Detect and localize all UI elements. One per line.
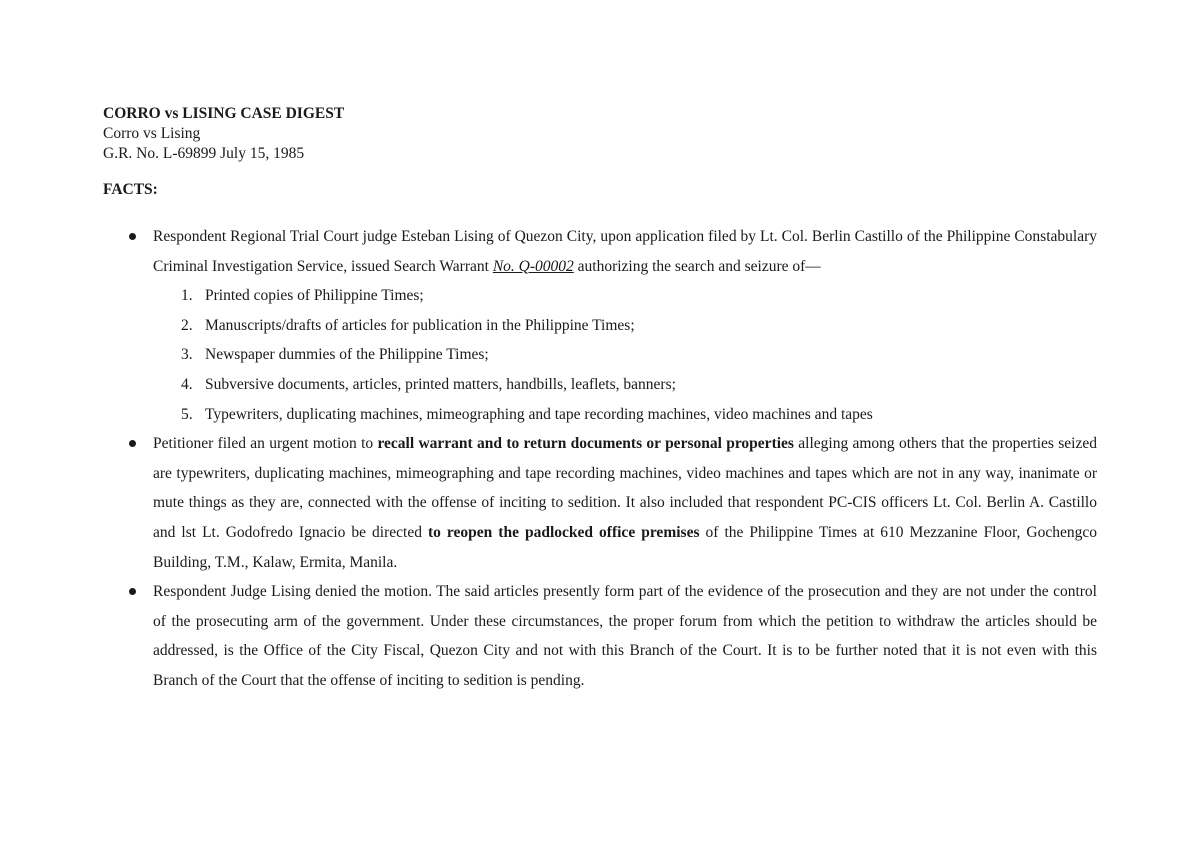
warrant-number: No. Q-00002 xyxy=(492,257,574,275)
document-header xyxy=(103,104,344,164)
case-name: Corro vs Lising xyxy=(103,125,201,142)
item-text: Printed copies of Philippine Times; xyxy=(205,287,424,305)
item-number: 4. xyxy=(181,375,193,393)
seized-item xyxy=(153,400,1097,430)
fact-text: of the Philippine Times at 610 Mezzanine Floor, Gochengco Building, T.M., Kalaw, Ermita, Manila. xyxy=(153,523,1098,571)
fact-emphasis: recall warrant and to return documents or personal properties xyxy=(377,435,794,453)
fact-text: Petitioner filed an urgent motion to xyxy=(153,435,378,453)
bullet-icon xyxy=(129,440,136,447)
seized-item xyxy=(153,370,1097,400)
item-number: 2. xyxy=(181,316,193,334)
case-citation: G.R. No. L-69899 July 15, 1985 xyxy=(103,145,305,162)
bullet-icon xyxy=(129,588,136,595)
item-text: Newspaper dummies of the Philippine Times; xyxy=(205,346,489,364)
fact-item-search-warrant xyxy=(103,222,1097,429)
fact-text: Respondent Judge Lising denied the motion. The said articles presently form part of the evidence of the prosecution and they are not under the control of the prosecuting arm of the government. Under these circumstances, the proper forum from which the petition to withdraw the articles should be addressed, is the Office of the City Fiscal, Quezon City and not with this Branch of the Court. It is to be further noted that it is not even with this Branch of the Court that the offense of inciting to sedition is pending. xyxy=(153,583,1097,689)
item-text: Subversive documents, articles, printed matters, handbills, leaflets, banners; xyxy=(205,375,676,393)
fact-item-urgent-motion xyxy=(103,429,1097,577)
facts-list xyxy=(103,222,1097,696)
seized-item xyxy=(153,281,1097,311)
item-number: 1. xyxy=(181,287,193,305)
fact-emphasis: to reopen the padlocked office premises xyxy=(428,523,700,541)
item-number: 3. xyxy=(181,346,193,364)
fact-text: alleging among others that the properties seized are typewriters, duplicating machines, mimeographing and tape recording machines, video machines and tapes which are not in any way, inanimate or mute things as they are, connected with the offense of inciting to sedition. It also included that respondent PC-CIS officers Lt. Col. Berlin A. Castillo and lst Lt. Godofredo Ignacio be directed xyxy=(153,435,1097,541)
facts-heading: FACTS: xyxy=(103,181,158,198)
item-text: Manuscripts/drafts of articles for publication in the Philippine Times; xyxy=(205,316,635,334)
document-title: CORRO vs LISING CASE DIGEST xyxy=(103,105,345,122)
item-number: 5. xyxy=(181,405,193,423)
fact-text: authorizing the search and seizure of— xyxy=(573,257,821,275)
bullet-icon xyxy=(129,233,136,240)
fact-text: Respondent Regional Trial Court judge Esteban Lising of Quezon City, upon application filed by Lt. Col. Berlin Castillo of the Philippine Constabulary Criminal Investigation Service, issued Search Warrant xyxy=(153,228,1097,275)
fact-item-motion-denied xyxy=(103,577,1097,695)
seized-item xyxy=(153,340,1097,370)
seized-item xyxy=(153,311,1097,341)
item-text: Typewriters, duplicating machines, mimeographing and tape recording machines, video machines and tapes xyxy=(205,405,873,423)
seized-items-list xyxy=(153,281,1097,429)
